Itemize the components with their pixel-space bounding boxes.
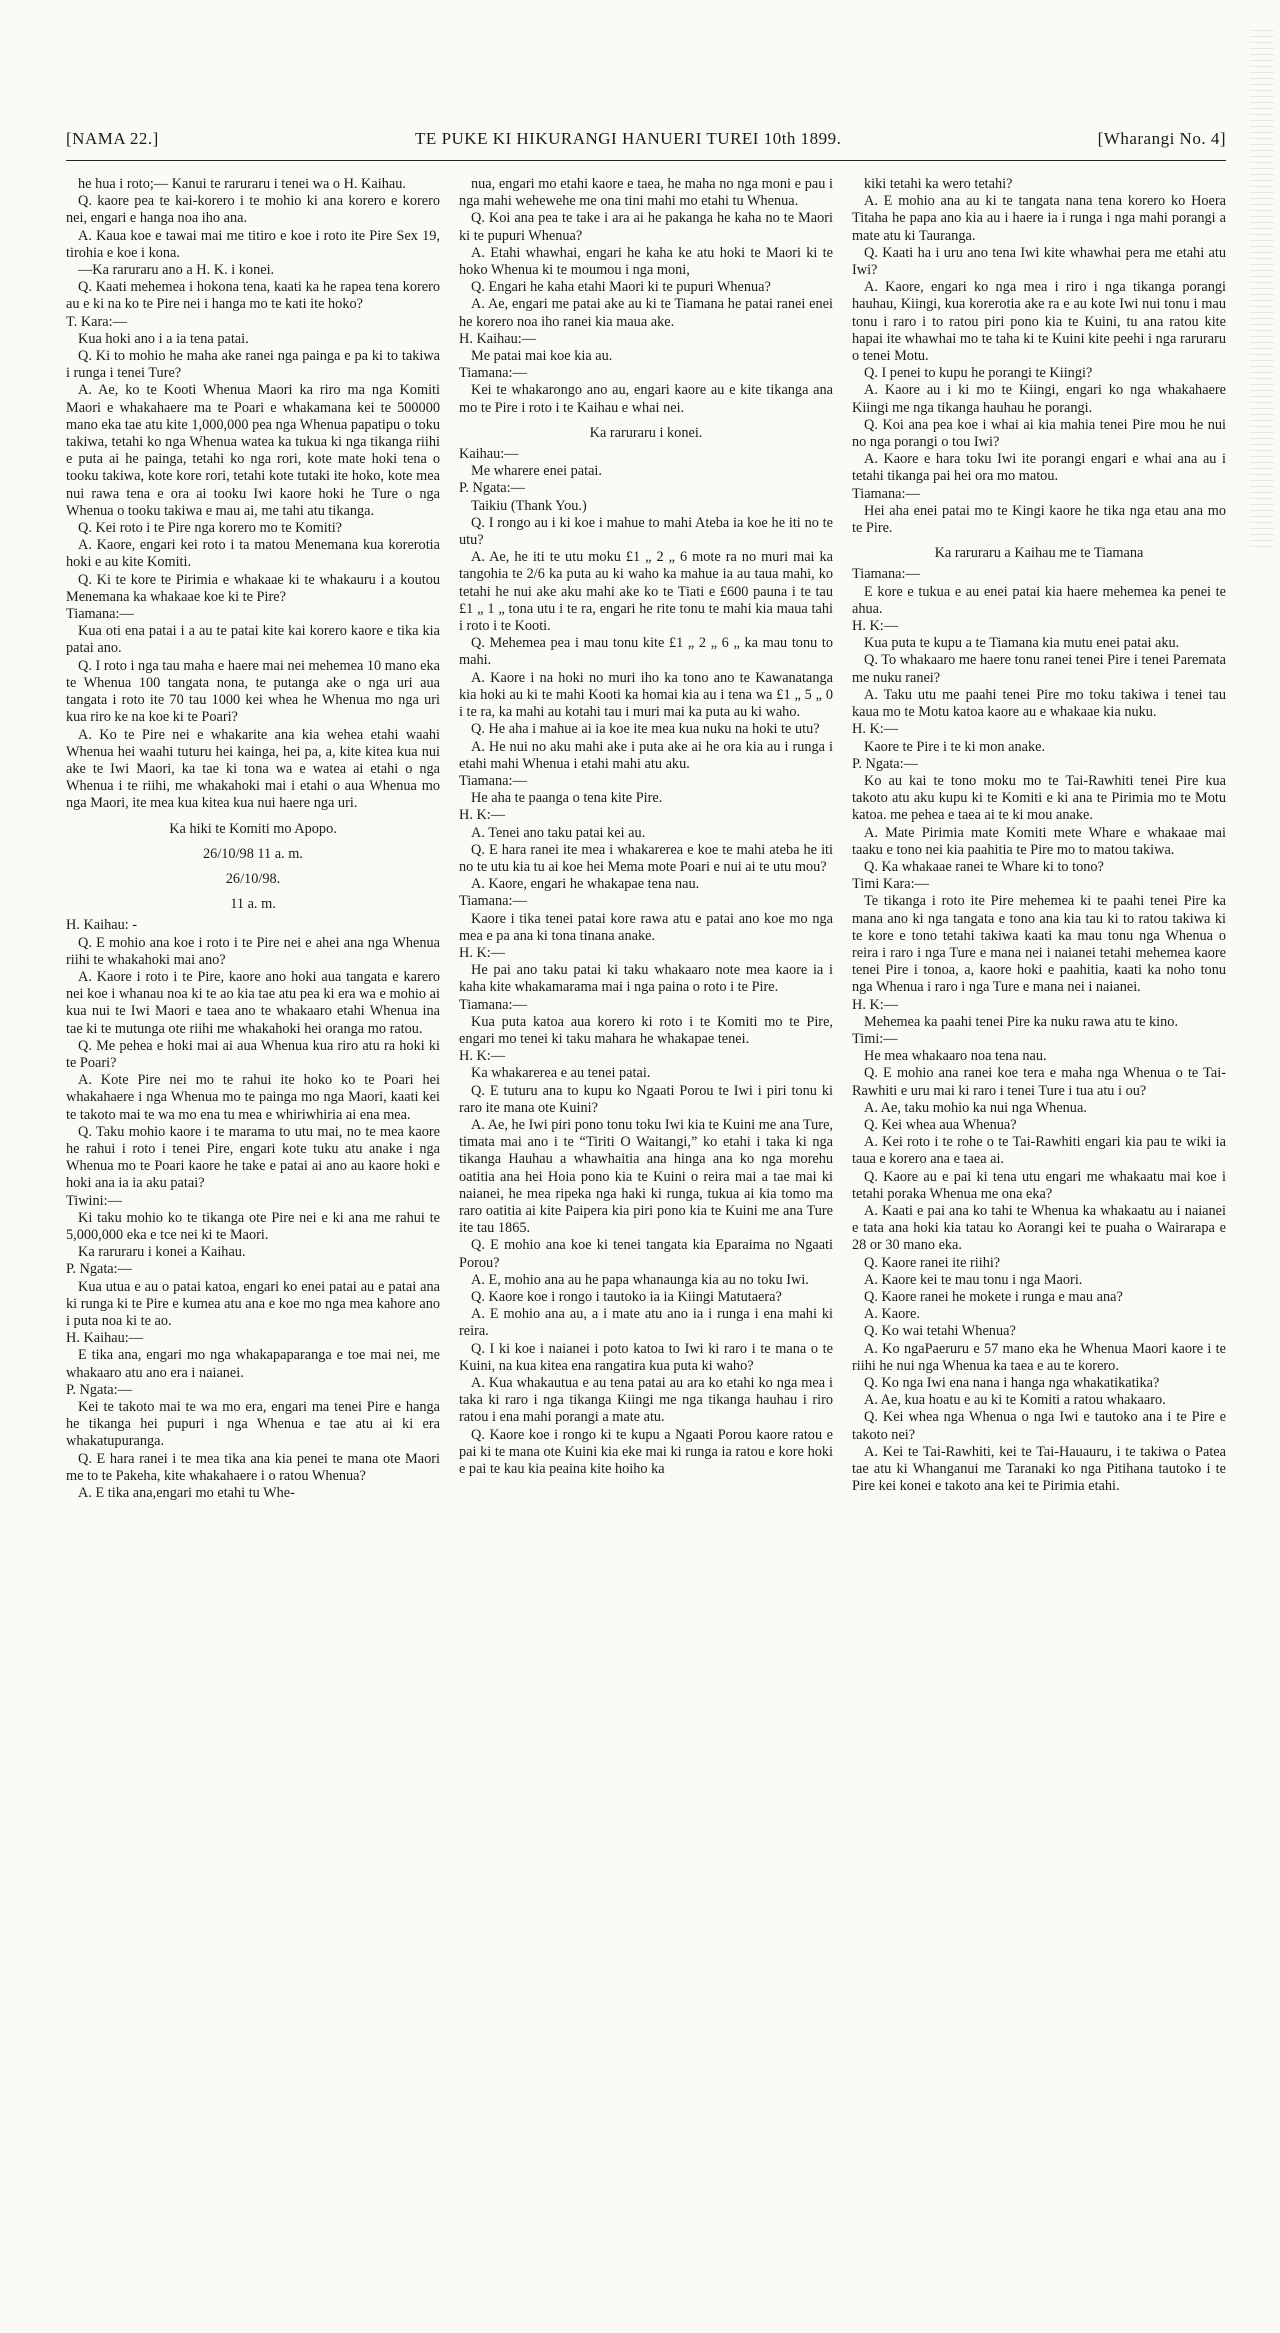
- paragraph: Tiamana:—: [852, 485, 920, 502]
- column-2: [459, 176, 833, 2316]
- paragraph: Q. Mehemea pea i mau tonu kite £1 „ 2 „ 6 „ ka mau tonu to mahi.: [459, 635, 833, 669]
- paragraph: 11 a. m.: [230, 896, 276, 913]
- paragraph: he hua i roto;— Kanui te raruraru i tenei wa o H. Kaihau.: [78, 176, 406, 192]
- paragraph: Q. Engari he kaha etahi Maori ki te pupuri Whenua?: [471, 279, 771, 296]
- paragraph: Me wharere enei patai.: [471, 463, 602, 480]
- paragraph: H. K:—: [459, 944, 506, 961]
- paragraph: Q. Kaore ranei he mokete i runga e mau ana?: [864, 1289, 1123, 1305]
- paragraph: Kaihau:—: [459, 446, 519, 463]
- paragraph: Kei te whakarongo ano au, engari kaore au e kite tikanga ana mo te Pire i roto i te Kaihau e whai nei.: [459, 382, 833, 416]
- paragraph: Kaore te Pire i te ki mon anake.: [864, 738, 1046, 755]
- paragraph: Q. Ka whakaae ranei te Whare ki to tono?: [864, 858, 1104, 875]
- paragraph: H. K:—: [852, 996, 899, 1013]
- paragraph: A. Kaore, engari he whakapae tena nau.: [471, 876, 700, 893]
- page-number: [Wharangi No. 4]: [1097, 129, 1226, 148]
- paragraph: A. Kaore i roto i te Pire, kaore ano hoki aua tangata e karero nei koe i whanau noa ki te ao kia tae atu pea ki era wa e mohio ai kua nui te Iwi Maori e taea ano te whakaaro etahi Whenua ina tae ki te mutunga ote riihi me whakahoki hei oranga mo ratou.: [66, 968, 440, 1037]
- masthead-title: TE PUKE KI HIKURANGI HANUERI TUREI 10th 1899.: [415, 129, 842, 148]
- paragraph: E kore e tukua e au enei patai kia haere mehemea ka penei te ahua.: [852, 583, 1226, 617]
- paragraph: He mea whakaaro noa tena nau.: [864, 1048, 1047, 1065]
- paragraph: Q. He aha i mahue ai ia koe ite mea kua nuku na hoki te utu?: [471, 721, 820, 738]
- paragraph: A. Kaore au i ki mo te Kiingi, engari ko nga whakahaere Kiingi me nga tikanga hauhau he porangi.: [852, 382, 1226, 416]
- paragraph: Kei te takoto mai te wa mo era, engari ma tenei Pire e hanga he tikanga hei pupuri i nga Whenua e tae atu ai ki era whakatupuranga.: [66, 1399, 440, 1450]
- paragraph: Timi Kara:—: [852, 876, 929, 893]
- paragraph: Q. Kaore koe i rongo ki te kupu a Ngaati Porou kaore ratou e pai ki te mana ote Kuini kia eke mai ki runga ia ratou e kore hoki e pai te kau kia peaina kite hoiho ka: [459, 1426, 833, 1478]
- paragraph: Te tikanga i roto ite Pire mehemea ki te paahi tenei Pire ka mana ano ki nga tangata e tono ana kia tau ki to ratou takiwa ki te kore e tono tetahi takiwa kaati ka mau tonu nga Whenua o reira i raro i nga Ture e mana nei i naianei tetahi mehemea kaore tenei Pire i tonoa, a, kaore hoki e paahitia, kaati ka noho tonu nga Whenua i raro i nga Ture e mana nei i naianei.: [852, 893, 1226, 996]
- paragraph: Timi:—: [852, 1030, 898, 1047]
- paragraph: nua, engari mo etahi kaore e taea, he maha no nga moni e pau i nga mahi wehewehe me ona tini mahi mo etahi tu Whenua.: [459, 176, 833, 210]
- paragraph: Q. Kaore koe i rongo i tautoko ia ia Kiingi Matutaera?: [471, 1289, 782, 1305]
- paragraph: A. Ae, taku mohio ka nui nga Whenua.: [864, 1099, 1087, 1116]
- paragraph: A. Kaore, engari ko nga mea i riro i nga tikanga porangi hauhau, Kiingi, kua korerotia ake ra e au kote Iwi nui tonu i mau tonu i raro i to ratou piri pono kia te Kuini, tu ana ratou kite hapai ite whawhai mo te taha ki te Kuini kite peehi i nga raruraru o tenei Motu.: [852, 279, 1226, 365]
- paragraph: Q. E mohio ana koe i roto i te Pire nei e ahei ana nga Whenua riihi te whakahoki mai ano?: [66, 934, 440, 968]
- paragraph: Taikiu (Thank You.): [471, 497, 587, 514]
- paragraph: Ka raruraru i konei a Kaihau.: [78, 1244, 246, 1261]
- paragraph: Q. Kaore au e pai ki tena utu engari me whakaatu mai koe i tetahi poraka Whenua me ona eka?: [852, 1168, 1226, 1202]
- paragraph: Me patai mai koe kia au.: [471, 348, 613, 365]
- paragraph: H. K:—: [852, 721, 899, 738]
- paragraph: A. Kaore.: [864, 1306, 920, 1323]
- paragraph: Kua puta katoa aua korero ki roto i te Komiti mo te Pire, engari mo tenei ki taku mahara he whakapae tenei.: [459, 1013, 833, 1047]
- paragraph: Q. Ko wai tetahi Whenua?: [864, 1323, 1016, 1340]
- paragraph: A. Taku utu me paahi tenei Pire mo toku takiwa i tenei tau kaua mo te Motu katoa kaore au e whakaae kia nuku.: [852, 686, 1226, 721]
- paragraph: Q. Kaati ha i uru ano tena Iwi kite whawhai pera me etahi atu Iwi?: [852, 244, 1226, 279]
- column-1: [66, 176, 440, 2316]
- paragraph: Ko au kai te tono moku mo te Tai-Rawhiti tenei Pire kua takoto atu aku kupu ki te Komiti e ki ana te Pirimia mo te Motu katoa. me pehea e taea ai te ki mou anake.: [852, 772, 1226, 824]
- paragraph: Q. Me pehea e hoki mai ai aua Whenua kua riro atu ra hoki ki te Poari?: [66, 1037, 440, 1071]
- paragraph: A. Kei te Tai-Rawhiti, kei te Tai-Hauauru, i te takiwa o Patea tae atu ki Whanganui me Taranaki ko nga Pitihana tautoko i te Pire kei konei e takoto ana kei te Pirimia etahi.: [852, 1443, 1226, 1495]
- paragraph: P. Ngata:—: [459, 480, 525, 497]
- paragraph: Ka whakarerea e au tenei patai.: [471, 1065, 651, 1082]
- paragraph: Kua utua e au o patai katoa, engari ko enei patai au e patai ana ki runga ki te Pire e kumea atu ana e koe mo nga mea kahore ano i puta noa ki te ao.: [66, 1278, 440, 1329]
- paragraph: Kaore i tika tenei patai kore rawa atu e patai ano koe mo nga mea e pa ana ki tona tinana anake.: [459, 910, 833, 944]
- paragraph: 26/10/98 11 a. m.: [203, 845, 303, 862]
- paragraph: Q. Kei whea nga Whenua o nga Iwi e tautoko ana i te Pire e takoto nei?: [852, 1409, 1226, 1443]
- paragraph: Q. E mohio ana koe ki tenei tangata kia Eparaima no Ngaati Porou?: [459, 1237, 833, 1271]
- paragraph: Kua puta te kupu a te Tiamana kia mutu enei patai aku.: [864, 635, 1180, 652]
- paragraph: Q. Koi ana pea koe i whai ai kia mahia tenei Pire mou he nui no nga porangi o tou Iwi?: [852, 416, 1226, 451]
- paragraph: Q. I penei to kupu he porangi te Kiingi?: [864, 365, 1093, 382]
- paragraph: E tika ana, engari mo nga whakapaparanga e toe mai nei, me whakaaro atu ano era i naianei.: [66, 1347, 440, 1381]
- paragraph: T. Kara:—: [66, 313, 127, 330]
- paragraph: H. Kaihau:—: [459, 330, 537, 347]
- paragraph: Tiamana:—: [852, 566, 920, 583]
- paragraph: Q. Koi ana pea te take i ara ai he pakanga he kaha no te Maori ki te pupuri Whenua?: [459, 210, 833, 244]
- paragraph: H. Kaihau: -: [66, 917, 138, 934]
- paragraph: Ka hiki te Komiti mo Apopo.: [169, 820, 337, 837]
- paragraph: Ka raruraru a Kaihau me te Tiamana: [934, 545, 1144, 562]
- paragraph: Q. Kaore ranei ite riihi?: [864, 1254, 1001, 1271]
- paragraph: A. Kaore, engari kei roto i ta matou Menemana kua korerotia hoki e au kite Komiti.: [66, 537, 440, 571]
- paragraph: A. Ae, kua hoatu e au ki te Komiti a ratou whakaaro.: [864, 1392, 1166, 1409]
- paragraph: Tiamana:—: [459, 893, 527, 910]
- paragraph: A. Etahi whawhai, engari he kaha ke atu hoki te Maori ki te hoko Whenua ki te moumou i nga moni,: [459, 244, 833, 279]
- paragraph: A. Tenei ano taku patai kei au.: [471, 824, 646, 841]
- paragraph: A. E mohio ana au, a i mate atu ano ia i runga i ena mahi ki reira.: [459, 1306, 833, 1340]
- issue-number: [NAMA 22.]: [66, 129, 159, 148]
- paragraph: A. E tika ana,engari mo etahi tu Whe-: [78, 1485, 295, 1502]
- paragraph: Kua oti ena patai i a au te patai kite kai korero kaore e tika kia patai ano.: [66, 623, 440, 657]
- paragraph: Q. Kaati mehemea i hokona tena, kaati ka he rapea tena korero au e ki na ko te Pire nei i hanga mo te kati ite hoko?: [66, 279, 440, 313]
- column-3: [852, 176, 1226, 2316]
- paragraph: A. Ae, ko te Kooti Whenua Maori ka riro ma nga Komiti Maori e whakahaere ma te Poari e whakamana kei te 500000 mano eka tae atu kite 1,000,000 pea nga Whenua papatipu o toku takiwa, tetahi ko nga Whenua watea ka tukua ki nga tikanga riihi e puta ai he painga, tetahi ko nga rori, kote mate hoki tena o tooku takiwa, kote kore rori, tetahi kote tutaki ite hoko, kote mea nui rawa tena e ora ai tooku Iwi kaore hoki he Ture o nga Whenua o tooku takiwa e mau ai, me tahi atu tikanga.: [66, 382, 440, 519]
- paragraph: Ka raruraru i konei.: [589, 424, 703, 441]
- paragraph: H. K:—: [459, 807, 506, 824]
- paragraph: He aha te paanga o tena kite Pire.: [471, 790, 663, 807]
- paragraph: P. Ngata:—: [66, 1381, 132, 1398]
- paragraph: A. Kei roto i te rohe o te Tai-Rawhiti engari kia pau te wiki ia taua e korero ana e taea ai.: [852, 1134, 1226, 1168]
- paragraph: Q. Taku mohio kaore i te marama to utu mai, no te mea kaore he rahui i roto i tenei Pire, engari kote tuku atu anake i nga Whenua mo te Poari kaore he take e patai ai ano au kaore hoki e hoki ana ia ia aku patai?: [66, 1123, 440, 1192]
- paragraph: Q. I roto i nga tau maha e haere mai nei mehemea 10 mano eka te Whenua 100 tangata nona, te putanga ake o nga uri aua tangata i roto ite 70 tau 1000 kei whea he Whenua mo nga uri kua riro ke na koe ki te Poari?: [66, 657, 440, 726]
- paragraph: A. Ko te Pire nei e whakarite ana kia wehea etahi waahi Whenua hei waahi tuturu hei kainga, hei pa, a, kite kitea kua nui ake te Iwi Maori, ka tae ki tona wa e watea ai etahi o nga Whenua i te riihi, me whakahoki mai i etahi o aua Whenua mo nga Maori, ite mea kua kitea kua nui haere nga uri.: [66, 726, 440, 812]
- paragraph: P. Ngata:—: [852, 755, 918, 772]
- paragraph: A. Ae, he Iwi piri pono tonu toku Iwi kia te Kuini me ana Ture, timata mai ano i te “Tiriti O Waitangi,” ko etahi i taka ki nga tikanga Hauhau a whawhaitia ana hinga ana ko nga morehu oatitia ana hei Hoia pono kia te Kuini o reira mai a tae mai ki naianei, he mea ripeka nga haki ki runga, tukua ai kia tomo ma raro oatitia ai kite Paipera kia piri pono kia te Kuini me ana Ture ite tau 1865.: [459, 1116, 833, 1237]
- paragraph: Tiamana:—: [459, 996, 527, 1013]
- paragraph: Kua hoki ano i a ia tena patai.: [78, 330, 249, 347]
- paragraph: Q. Ki to mohio he maha ake ranei nga painga e pa ki to takiwa i runga i tenei Ture?: [66, 348, 440, 382]
- paragraph: Q. Ko nga Iwi ena nana i hanga nga whakatikatika?: [864, 1375, 1160, 1392]
- paragraph: Q. I rongo au i ki koe i mahue to mahi Ateba ia koe he iti no te utu?: [459, 514, 833, 549]
- paragraph: A. Kua whakautua e au tena patai au ara ko etahi ko nga mea i taka ki raro i nga tikanga Kiingi me nga tikanga hauhau i riro ratou i ena mahi porangi a mate atu.: [459, 1375, 833, 1426]
- paragraph: Q. kaore pea te kai-korero i te mohio ki ana korero e korero nei, engari e hanga noa iho ana.: [66, 193, 440, 227]
- paragraph: A. Kaati e pai ana ko tahi te Whenua ka whakaatu au i naianei e tata ana hoki kia tatau ko Aorangi kei te puaha o Wairarapa e 28 or 30 mano eka.: [852, 1202, 1226, 1254]
- paragraph: A. Kaua koe e tawai mai me titiro e koe i roto ite Pire Sex 19, tirohia e koe i kona.: [66, 227, 440, 261]
- paragraph: —Ka raruraru ano a H. K. i konei.: [78, 262, 275, 279]
- text-columns: [66, 176, 1226, 2316]
- paragraph: A. Kaore i na hoki no muri iho ka tono ano te Kawanatanga kia hoki au ki te mahi Kooti ka homai kia au i tena wa £1 „ 5 „ 0 i te ra, ka mahi au kotahi tau i muri mai ka puta au ki waho.: [459, 669, 833, 721]
- paragraph: A. Kaore kei te mau tonu i nga Maori.: [864, 1271, 1083, 1288]
- paragraph: Tiamana:—: [459, 365, 527, 382]
- paragraph: 26/10/98.: [225, 870, 281, 887]
- paragraph: Q. I ki koe i naianei i poto katoa to Iwi ki raro i te mana o te Kuini, na kua kitea ena rangatira kua puta ki waho?: [459, 1340, 833, 1374]
- paragraph: Tiamana:—: [66, 606, 134, 623]
- page-edge-noise: [1250, 30, 1274, 550]
- paragraph: Mehemea ka paahi tenei Pire ka nuku rawa atu te kino.: [864, 1013, 1179, 1030]
- paragraph: P. Ngata:—: [66, 1261, 132, 1278]
- paragraph: A. Ae, engari me patai ake au ki te Tiamana he patai ranei enei he korero noa iho ranei kia maua ake.: [459, 296, 833, 330]
- paragraph: Q. Ki te kore te Pirimia e whakaae ki te whakauru i a koutou Menemana ka whakaae koe ki te Pire?: [66, 571, 440, 605]
- paragraph: Q. E mohio ana ranei koe tera e maha nga Whenua o te Tai-Rawhiti e uru mai ki raro i tenei Ture i tua atu i ou?: [852, 1065, 1226, 1099]
- paragraph: Tiwini:—: [66, 1192, 122, 1209]
- paragraph: Hei aha enei patai mo te Kingi kaore he tika nga etau ana mo te Pire.: [852, 502, 1226, 537]
- paragraph: A. Mate Pirimia mate Komiti mete Whare e whakaae mai taaku e tono nei kia paahitia te Pire mo to matou takiwa.: [852, 824, 1226, 858]
- paragraph: A. E mohio ana au ki te tangata nana tena korero ko Hoera Titaha he papa ano kia au i haere ia i runga i nga mahi porangi a mate atu ki Tauranga.: [852, 193, 1226, 244]
- paragraph: H. Kaihau:—: [66, 1330, 144, 1347]
- paragraph: A. Ko ngaPaeruru e 57 mano eka he Whenua Maori kaore i te riihi he nui nga Whenua ka taea e au te korero.: [852, 1340, 1226, 1374]
- paragraph: Q. E tuturu ana to kupu ko Ngaati Porou te Iwi i piri tonu ki raro ite mana ote Kuini?: [459, 1082, 833, 1116]
- paragraph: kiki tetahi ka wero tetahi?: [864, 176, 1013, 192]
- paragraph: Q. Kei whea aua Whenua?: [864, 1116, 1017, 1133]
- paragraph: H. K:—: [459, 1048, 506, 1065]
- paragraph: He pai ano taku patai ki taku whakaaro note mea kaore ia i kaha kite whakamarama mai i nga paina o roto i te Pire.: [459, 962, 833, 996]
- page-header: [66, 124, 1226, 154]
- paragraph: Q. E hara ranei i te mea tika ana kia penei te mana ote Maori me to te Pakeha, kite whakahaere i o ratou Whenua?: [66, 1450, 440, 1484]
- paragraph: Q. To whakaaro me haere tonu ranei tenei Pire i tenei Paremata me nuku ranei?: [852, 652, 1226, 686]
- paragraph: Tiamana:—: [459, 772, 527, 789]
- paragraph: Q. E hara ranei ite mea i whakarerea e koe te mahi ateba he iti no te utu kia tu ai koe hei Mema mote Poari e nui ai te utu mou?: [459, 841, 833, 875]
- paragraph: A. He nui no aku mahi ake i puta ake ai he ora kia au i runga i etahi mahi Whenua i etahi mahi atu aku.: [459, 738, 833, 772]
- paragraph: A. Kote Pire nei mo te rahui ite hoko ko te Poari hei whakahaere i nga Whenua mo te painga mo nga Maori, kaati kei te takoto mai te wa mo ena tu mea e whiriwhiria ai ena mea.: [66, 1072, 440, 1123]
- paragraph: A. E, mohio ana au he papa whanaunga kia au no toku Iwi.: [471, 1271, 809, 1288]
- paragraph: H. K:—: [852, 618, 899, 635]
- paragraph: Q. Kei roto i te Pire nga korero mo te Komiti?: [78, 520, 343, 537]
- header-rule: [66, 160, 1226, 161]
- paragraph: A. Ae, he iti te utu moku £1 „ 2 „ 6 mote ra no muri mai ka tangohia te 2/6 ka puta au ki waho ka mahue ia au taua mahi, ko tetahi he nui ake aku mahi ake ko te Tiati e £600 pauna i te tau £1 „ 1 „ tona utu i te ra, engari he rite tonu te mahi kia maua tahi i roto i te Kooti.: [459, 549, 833, 635]
- paragraph: Ki taku mohio ko te tikanga ote Pire nei e ki ana me rahui te 5,000,000 eka e tce nei ki te Maori.: [66, 1209, 440, 1243]
- paragraph: A. Kaore e hara toku Iwi ite porangi engari e whai ana au i tetahi tikanga pai hei ora mo matou.: [852, 451, 1226, 485]
